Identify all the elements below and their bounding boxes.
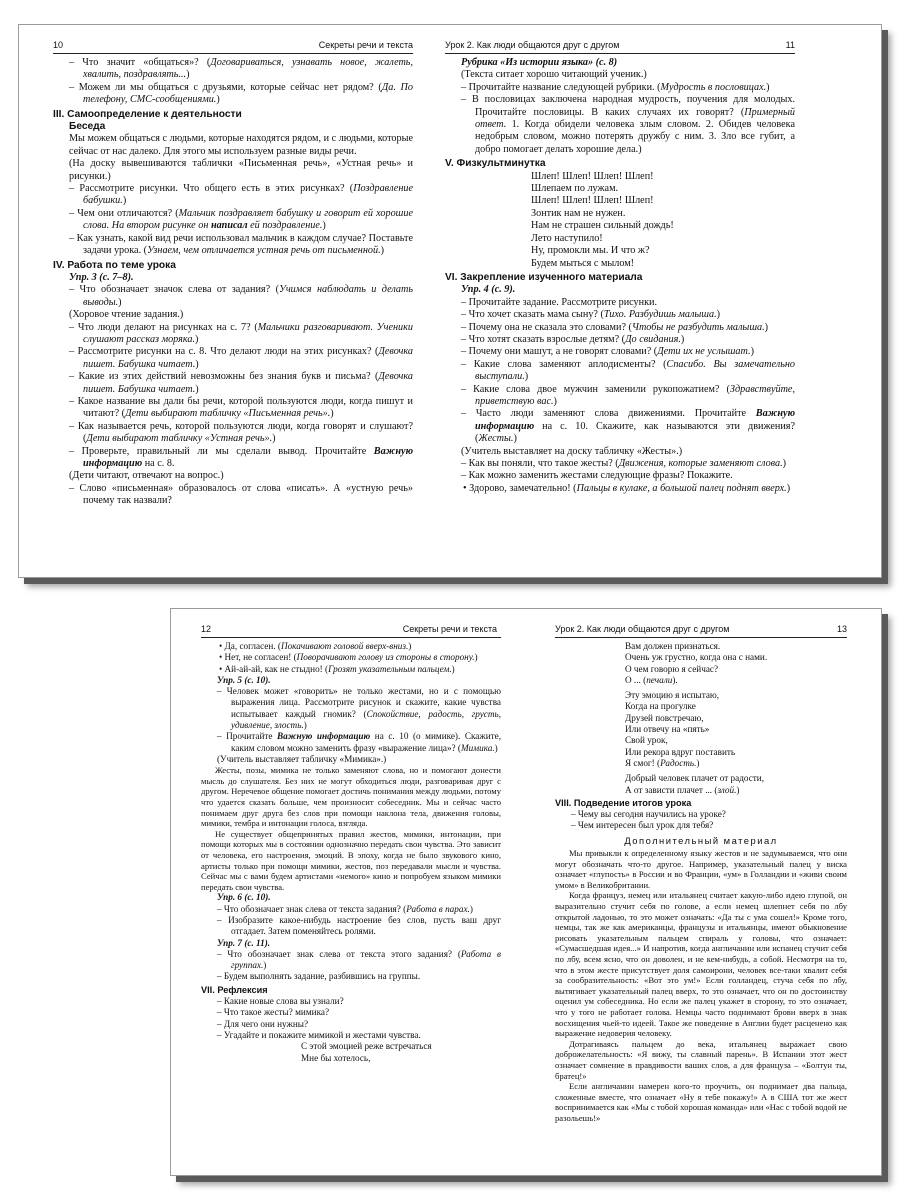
emphasis-text: Жесты. [478, 433, 514, 445]
line-text: – Что люди делают на рисунках на с. 7? ( [69, 321, 258, 333]
emphasis-text: До свидания. [625, 333, 681, 345]
emphasis-text: печали [646, 674, 673, 685]
line-text: на с. 10 (о мимике). Скажите, каким словом можно заменить фразу «выражение лица»? ( [231, 731, 502, 753]
line-text: Рубрика «Из истории языка» (с. 8) [461, 57, 618, 68]
page-body [555, 641, 847, 1175]
line-text: ) [195, 358, 199, 370]
emphasis-text: злой. [717, 784, 737, 795]
line-text: ) [186, 69, 190, 81]
dialogue-line [201, 915, 501, 938]
emphasis-text: Дети выбирают табличку «Письменная речь». [125, 408, 331, 420]
line-text: • Ай-ай-ай, как не стыдно! ( [219, 663, 329, 674]
line-text: – Что хотят сказать взрослые детям? ( [461, 333, 626, 345]
running-title: Секреты речи и текста [402, 624, 497, 634]
line-text: ) [736, 784, 740, 795]
line-text: VIII. Подведение итогов урока [555, 797, 692, 808]
extra-material-text [555, 848, 847, 1123]
poem-block [555, 735, 847, 746]
line-text: (На доску вывешиваются таблички «Письменная речь», «Устная речь» и рисунки.) [69, 158, 413, 182]
line-text: (Учитель выставляет табличку «Мимика».) [217, 753, 387, 764]
extra-paragraph: Мы привыкли к определенному языку жестов и не задумываемся, что они могут обозначать что-то другое. Например, указательный палец у виска означает «глупость» в России и во Франции, «ум» в Голландии и «живи своим умом» в Великобритании. [555, 848, 847, 890]
section-heading [555, 798, 847, 809]
line-text: – Угадайте и покажите мимикой и жестами чувства. [217, 1029, 421, 1040]
line-text: ) [553, 395, 557, 407]
lesson-dialogue [555, 641, 847, 832]
line-text: – Какое название вы дали бы речи, которой пользуются люди, когда пишут и читают? ( [69, 395, 413, 420]
poem-line [301, 1053, 501, 1064]
line-text: Шлепаем по лужам. [531, 183, 619, 195]
line-text: Упр. 6 (с. 10). [217, 892, 271, 903]
line-text: ) [263, 960, 267, 971]
running-title: Урок 2. Как люди общаются друг с другом [555, 624, 730, 634]
dialogue-line [445, 334, 795, 346]
poem-block [555, 758, 847, 769]
note-paragraph: Жесты, позы, мимика не только заменяют слова, но и помогают донести мысль до слушателя. Без них не могут обходиться люди, разговаривая друг с другом. Неречевое общение помогает достичь понимания между людьми, потому что удается сказать больше, чем произносит собеседник. Мы и сейчас часто понимаем друг друга без слов при помощи наклона тела, движения головы, мимики, тембра и интонации голоса, взгляда. [201, 765, 501, 829]
emphasis-text: Здравствуйте, приветствую вас. [475, 383, 795, 407]
emphasis-text: Спокойствие, радость, грусть, удивление, злость. [231, 708, 501, 731]
line-text: Шлеп! Шлеп! Шлеп! Шлеп! [531, 170, 654, 182]
line-text: ) [766, 81, 770, 93]
line-text: – Рассмотрите рисунки. Что общего есть в этих рисунках? ( [69, 183, 354, 195]
poem-line [625, 735, 847, 746]
line-text: ) [786, 482, 791, 494]
section-heading [445, 272, 795, 284]
line-text: VI. Закрепление изученного материала [445, 271, 643, 283]
line-text: IV. Работа по теме урока [53, 259, 176, 271]
note-paragraph: Не существует общепринятых правил жестов, мимики, интонации, при помощи которых мы в состоянии однозначно передать свои чувства. Это зависит от человека, его настроения, эмоций. В эпоху, когда не было звукового кино, артисты только при помощи мимики, жестов, поз передавали мысли и чувства. Сейчас мы с вами будем артистами «немого» кино и попробуем языком мимики передать свои чувства. [201, 828, 501, 892]
page-13 [555, 609, 847, 1175]
dialogue-line [555, 820, 847, 831]
line-text: ) [303, 720, 307, 731]
bullet-line [201, 652, 501, 663]
section-heading [53, 260, 413, 272]
subheading [53, 121, 413, 133]
page-body [201, 641, 501, 1175]
poem-block [445, 183, 795, 195]
emphasis-text: Работа в парах. [406, 903, 470, 914]
line-text: – Какие из этих действий невозможны без знания букв и письма? ( [69, 371, 379, 383]
line-text: Вам должен признаться. [625, 641, 721, 651]
line-text: – Чем интересен был урок для тебя? [571, 820, 714, 831]
emphasis-text: ей поздравление. [250, 220, 323, 232]
dialogue-line [445, 94, 795, 156]
poem-line [531, 233, 795, 245]
emphasis-text: Радость. [660, 757, 697, 768]
dialogue-line [53, 346, 413, 371]
line-text: Мне бы хотелось, [301, 1052, 371, 1063]
line-text: – Как называется речь, которой пользуются люди, когда говорят и слушают? ( [69, 420, 413, 445]
running-title: Урок 2. Как люди общаются друг с другом [445, 40, 620, 50]
line-text: А от зависти плачет ... ( [625, 784, 718, 795]
line-text: Очень уж грустно, когда она с нами. [625, 652, 768, 663]
line-text: – Прочитайте задание. Рассмотрите рисунки. [461, 296, 658, 308]
line-text: – Прочитайте название следующей рубрики. ( [461, 81, 661, 93]
section-heading [201, 985, 501, 996]
line-text: • Да, согласен. ( [219, 641, 281, 651]
page-11 [445, 25, 795, 577]
line-text: – Что значит «общаться»? ( [69, 57, 211, 68]
running-head [445, 39, 795, 54]
line-text: ) [451, 663, 455, 674]
dialogue-line [53, 322, 413, 347]
teacher-note [201, 765, 501, 892]
poem-block [555, 747, 847, 758]
dialogue-line [53, 284, 413, 309]
line-text: – Проверьте, правильный ли мы сделали вывод. Прочитайте [69, 445, 374, 457]
dialogue-line [53, 396, 413, 421]
emphasis-text: Чтобы не разбудить малыша. [631, 321, 765, 333]
line-text: • Здорово, замечательно! ( [463, 482, 577, 494]
line-text: Упр. 4 (с. 9). [461, 284, 516, 296]
dialogue-line [201, 1007, 501, 1018]
line-text: – Чему вы сегодня научились на уроке? [571, 809, 726, 820]
line-text: – Будем выполнять задание, разбившись на группы. [217, 971, 421, 982]
poem-block [201, 1041, 501, 1052]
line-text: ) [330, 408, 334, 420]
dialogue-line [53, 446, 413, 471]
line-text: ) [118, 296, 122, 308]
line-text: – Что такое жесты? мимика? [217, 1007, 330, 1018]
line-text: – Слово «письменная» образовалось от слова «писать». А «устную речь» почему так назвали? [69, 482, 413, 507]
line-text: ) [782, 458, 787, 469]
poem-block [445, 208, 795, 220]
dialogue-line [201, 949, 501, 972]
page-10 [53, 25, 413, 577]
line-text: (Дети читают, отвечают на вопрос.) [69, 470, 224, 482]
emphasis-text: написал [208, 220, 251, 232]
plain-line [53, 309, 413, 321]
emphasis-text: Важную информацию [277, 731, 371, 742]
line-text: – Почему она не сказала это словами? ( [461, 321, 632, 333]
line-text: – Человек может «говорить» не только жестами, но и с помощью выражения лица. Рассмотрите рисунок и скажите, какие чувства испытывает каждый гномик? ( [217, 686, 501, 719]
line-text: на с. 10. Скажите, как называются эти движения? ( [475, 420, 795, 445]
dialogue-line [201, 686, 501, 731]
emphasis-text: Дети их не услышат. [657, 346, 751, 358]
dialogue-line [445, 359, 795, 384]
poem-block [445, 220, 795, 232]
line-text: Беседа [69, 121, 106, 133]
plain-line [201, 754, 501, 765]
line-text: – Чем они отличаются? ( [69, 207, 179, 219]
line-text: – Можем ли мы общаться с друзьями, которые сейчас нет рядом? ( [69, 81, 382, 93]
plain-line [445, 69, 795, 81]
line-text: – Что обозначает значок слева от задания? ( [69, 284, 279, 296]
line-text: – Часто люди заменяют слова движениями. Прочитайте [461, 408, 756, 420]
emphasis-text: Мимика. [461, 742, 495, 753]
emphasis-text: Примерный ответ. [475, 106, 795, 131]
line-text: ) [513, 433, 517, 445]
line-text: ) [408, 641, 412, 651]
running-title: Секреты речи и текста [318, 40, 413, 50]
emphasis-text: Работа в группах. [231, 948, 501, 971]
dialogue-line [53, 57, 413, 82]
emphasis-text: Учимся наблюдать и делать выводы. [83, 284, 414, 308]
dialogue-line [53, 82, 413, 107]
line-text: Добрый человек плачет от радости, [625, 773, 764, 784]
poem-line [625, 785, 847, 796]
poem-line [625, 675, 847, 686]
poem-line [531, 208, 795, 220]
line-text: VII. Рефлексия [201, 984, 268, 995]
line-text: Свой урок, [625, 735, 668, 746]
poem-block [555, 675, 847, 686]
emphasis-text: Девочка пишет. Бабушка читает. [83, 371, 413, 395]
emphasis-text: Мальчики разговаривают. Ученики слушают рассказ моряка. [83, 321, 413, 345]
line-text: – Какие слова заменяют аплодисменты? ( [461, 358, 667, 370]
line-text: ) [195, 333, 199, 345]
emphasis-text: Важную информацию [475, 408, 795, 432]
bullet-line [201, 641, 501, 652]
poem-line [625, 713, 847, 724]
line-text: ) [716, 309, 721, 321]
line-text: Когда на прогулке [625, 701, 696, 712]
emphasis-text: Спасибо. Вы замечательно выступали. [475, 358, 795, 383]
dialogue-line [201, 971, 501, 982]
line-text: – Почему они машут, а не говорят словами? ( [461, 346, 658, 358]
page-number: 10 [53, 40, 64, 50]
poem-block [445, 258, 795, 270]
line-text: ) [524, 371, 529, 383]
dialogue-line [201, 996, 501, 1007]
poem-block [555, 652, 847, 663]
page-number: 12 [201, 624, 212, 634]
exercise-label [201, 675, 501, 686]
line-text: Мы можем общаться с людьми, которые находятся рядом, и с людьми, которые сейчас от нас далеко. Для этого мы используем разные виды речи. [69, 133, 413, 157]
book-spread-pages-12-13 [170, 608, 882, 1176]
line-text: – Как можно заменить жестами следующие фразы? Покажите. [461, 470, 733, 482]
line-text: – Что обозначает знак слева от текста задания? ( [217, 903, 407, 914]
emphasis-text: Да. По телефону, СМС-сообщениями. [83, 81, 413, 106]
exercise-label [53, 272, 413, 284]
dialogue-line [445, 470, 795, 482]
dialogue-line [445, 346, 795, 358]
poem-block [555, 664, 847, 675]
line-text: – Какие слова двое мужчин заменили рукопожатием? ( [461, 383, 730, 395]
plain-line [53, 470, 413, 482]
line-text: – Какие новые слова вы узнали? [217, 996, 344, 1007]
line-text: Лето наступило! [531, 232, 603, 244]
poem-block [555, 641, 847, 652]
dialogue-line [53, 183, 413, 208]
emphasis-text: Дети выбирают табличку «Устная речь». [86, 433, 273, 445]
line-text: Упр. 7 (с. 11). [217, 937, 271, 948]
emphasis-text: Важную информацию [83, 445, 413, 469]
line-text: – В пословицах заключена народная мудрость, поучения для молодых. Прочитайте пословицы. В каких случаях их говорят? ( [461, 94, 795, 118]
dialogue-line [53, 421, 413, 446]
dialogue-line [445, 458, 795, 470]
line-text: Друзей повстречаю, [625, 712, 704, 723]
poem-line [625, 641, 847, 652]
line-text: Упр. 3 (с. 7–8). [69, 271, 134, 283]
dialogue-line [53, 208, 413, 233]
plain-line [445, 446, 795, 458]
line-text: ) [764, 321, 769, 333]
section-heading [445, 158, 795, 170]
dialogue-line [201, 1030, 501, 1041]
emphasis-text: Договариваться, узнавать новое, жалеть, хвалить, поздравлять... [83, 57, 413, 81]
running-head [53, 39, 413, 54]
line-text: ) [216, 94, 220, 106]
exercise-label [201, 938, 501, 949]
line-text: Ну, промокли мы. И что ж? [531, 245, 650, 257]
line-text: Эту эмоцию я испытаю, [625, 690, 720, 701]
exercise-label [201, 892, 501, 903]
plain-line [53, 133, 413, 158]
dialogue-line [53, 233, 413, 258]
poem-line [625, 652, 847, 663]
line-text: ) [322, 220, 326, 232]
dialogue-line [201, 1019, 501, 1030]
line-text: Нам не страшен сильный дождь! [531, 220, 674, 232]
dialogue-line [445, 322, 795, 334]
line-text: – Прочитайте [217, 731, 278, 742]
lesson-dialogue-continued [201, 892, 501, 1063]
dialogue-line [555, 809, 847, 820]
line-text: – Что хочет сказать мама сыну? ( [461, 309, 604, 321]
line-text: ) [195, 383, 199, 395]
poem-line [625, 664, 847, 675]
line-text: ) [494, 742, 498, 753]
poem-line [625, 701, 847, 712]
poem-block [555, 785, 847, 796]
extra-paragraph: Если англичанин намерен кого-то проучить, он поднимает два пальца, сложенные вместе, что означает «Ну я тебе покажу!» А в США тот же жест воспринимается как «Мы с тобой хорошая команда» или «Нас с тобой водой не разольешь!» [555, 1081, 847, 1123]
line-text: – Для чего они нужны? [217, 1018, 309, 1029]
emphasis-text: Движения, которые заменяют слова. [618, 458, 783, 469]
line-text: ) [680, 333, 685, 345]
line-text: ). [672, 674, 678, 685]
line-text: ) [469, 903, 473, 914]
exercise-label [445, 57, 795, 69]
extra-paragraph: Дотрагиваясь пальцем до века, итальянец выражает свою доброжелательность: «Я вижу, ты славный парень». В Испании этот жест означает сомнение в правдивости ваших слов, а для француза – «Болтун ты, братец!» [555, 1038, 847, 1081]
extra-material-heading: Дополнительный материал [624, 834, 778, 846]
dialogue-line [53, 483, 413, 508]
dialogue-line [53, 371, 413, 396]
emphasis-text: Мальчик поздравляет бабушку и говорит ей хорошие слова. На втором рисунке он [83, 207, 413, 232]
line-text: III. Самоопределение к деятельности [53, 108, 242, 120]
poem-line [531, 195, 795, 207]
line-text: Или отвечу на «пять» [625, 724, 710, 735]
lesson-dialogue [201, 641, 501, 765]
poem-line [625, 747, 847, 758]
line-text: ) [696, 757, 700, 768]
poem-line [301, 1041, 501, 1052]
poem-block [445, 195, 795, 207]
line-text: – Как узнать, какой вид речи использовал мальчик в каждом случае? Поставьте задачи урока. ( [69, 232, 413, 257]
poem-line [531, 258, 795, 270]
line-text: (Текста ситает хорошо читающий ученик.) [461, 69, 647, 81]
line-text: ) [272, 433, 276, 445]
poem-block [445, 245, 795, 257]
line-text: – Рассмотрите рисунки на с. 8. Что делают люди на этих рисунках? ( [69, 346, 379, 358]
poem-line [531, 220, 795, 232]
line-text: V. Физкультминутка [445, 158, 546, 170]
line-text: 1. Когда обидели человека злым словом. 2. Обидев человека недобрым словом, можно потерять дружбу с ним. 3. Зло все губит, а добро помогает делать хорошие дела.) [475, 119, 795, 155]
line-text: ) [122, 195, 127, 207]
emphasis-text: Грозят указательным пальцем. [328, 663, 452, 674]
line-text: Зонтик нам не нужен. [531, 207, 626, 219]
line-text: – Как вы поняли, что такое жесты? ( [461, 458, 619, 469]
emphasis-text: Девочка пишет. Бабушка читает. [83, 346, 413, 370]
line-text: (Хоровое чтение задания.) [69, 309, 184, 321]
poem-line [625, 690, 847, 701]
exercise-label [445, 284, 795, 296]
dialogue-line [445, 384, 795, 409]
dialogue-line [445, 297, 795, 309]
poem-block [555, 713, 847, 724]
line-text: (Учитель выставляет на доску табличку «Жесты».) [461, 445, 683, 457]
bullet-line [201, 664, 501, 675]
line-text: ) [750, 346, 754, 358]
emphasis-text: Пальцы в кулаке, а большой палец поднят вверх. [576, 482, 787, 494]
emphasis-text: Узнаем, чем отличается устная речь от письменной. [147, 245, 381, 257]
poem-block [555, 773, 847, 784]
dialogue-line [445, 408, 795, 445]
page-number: 13 [836, 624, 847, 634]
line-text: Шлеп! Шлеп! Шлеп! Шлеп! [531, 195, 654, 207]
extra-paragraph: Когда француз, немец или итальянец считает какую-либо идею глупой, он выразительно стучит себя по голове, а если немец шлепнет себя по лбу открытой ладонью, то это может означать: «Да ты с ума сошел!» Кроме того, немцы, так же как американцы, французы и итальянцы, имеют обыкновение рисовать указательным пальцем спираль у головы, что означает: «Сумасшедшая идея...» И напротив, когда англичанин или испанец стучит себя по лбу, всем ясно, что он доволен, и не кем-нибудь, а собой. Несмотря на то, что в этом жесте присутствует доля самоирони, человек все-таки хвалит себя за сообразительность: «Вот это ум!» Если голландец, стуча себя по лбу, вытягивает указательный палец вверх, то это означает, что он по достоинству оценил ум собеседника. Но если же палец укажет в сторону, то это означает, что у того не работает голова. Немцы часто поднимают брови вверх в знак восхищения чьей-то идеей. Такое же поведение в Англии будет расценено как выражение недоверия человеку. [555, 890, 847, 1039]
emphasis-text: Тихо. Разбудишь малыша. [603, 309, 717, 321]
poem-block [555, 701, 847, 712]
page-body [445, 57, 795, 577]
running-head [201, 623, 501, 638]
emphasis-text: Покачивают головой вверх-вниз. [280, 641, 409, 651]
line-text: – Что обозначает знак слева от текста этого задания? ( [217, 948, 461, 959]
poem-line [625, 773, 847, 784]
dialogue-line [201, 731, 501, 754]
emphasis-text: Мудрость в пословицах. [660, 81, 767, 93]
line-text: О ... ( [625, 674, 647, 685]
poem-line [625, 758, 847, 769]
poem-block [445, 233, 795, 245]
line-text: • Нет, не согласен! ( [219, 652, 297, 663]
emphasis-text: Поворачивают голову из стороны в сторону. [296, 652, 475, 663]
line-text: ) [380, 245, 385, 257]
poem-block [555, 690, 847, 701]
line-text: Или рекора вдруг поставить [625, 746, 736, 757]
line-text: ) [474, 652, 478, 663]
page-12 [201, 609, 501, 1175]
line-text: О чем говорю я сейчас? [625, 663, 719, 674]
line-text: – Изобразите какое-нибудь настроение без слов, пусть ваш друг отгадает. Затем поменяйтесь ролями. [217, 914, 501, 937]
line-text: Будем мыться с мылом! [531, 257, 635, 269]
plain-line [53, 158, 413, 183]
line-text: Я смог! ( [625, 757, 661, 768]
bullet-line [445, 483, 795, 495]
poem-block [201, 1053, 501, 1064]
line-text: Упр. 5 (с. 10). [217, 674, 271, 685]
poem-line [531, 171, 795, 183]
section-heading [53, 109, 413, 121]
line-text: С этой эмоцией реже встречаться [301, 1041, 432, 1052]
dialogue-line [445, 82, 795, 94]
emphasis-text: Поздравление бабушки. [83, 183, 413, 207]
dialogue-line [201, 904, 501, 915]
poem-line [531, 183, 795, 195]
page-number: 11 [785, 40, 795, 50]
poem-line [531, 245, 795, 257]
line-text: на с. 8. [142, 458, 175, 469]
page-body [53, 57, 413, 577]
poem-block [445, 171, 795, 183]
book-spread-pages-10-11 [18, 24, 882, 578]
poem-line [625, 724, 847, 735]
dialogue-line [445, 309, 795, 321]
poem-block [555, 724, 847, 735]
running-head [555, 623, 847, 638]
